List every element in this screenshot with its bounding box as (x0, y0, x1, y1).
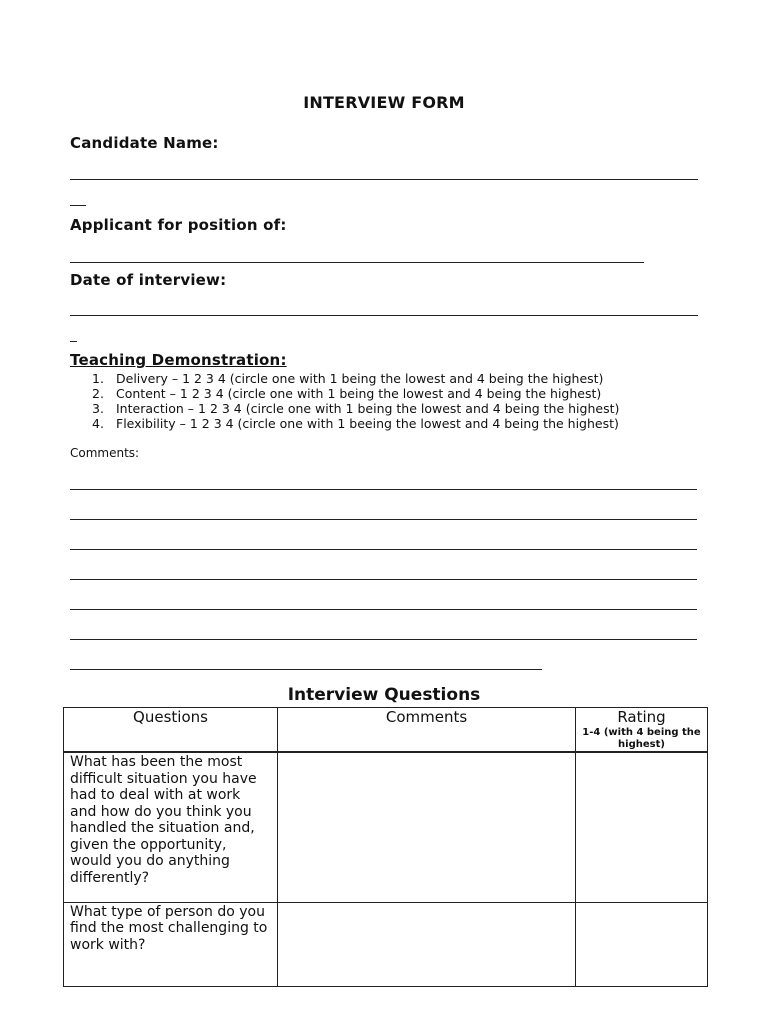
table-row (64, 752, 708, 902)
interview-date-line-overflow (70, 341, 77, 342)
rating-cell[interactable] (576, 902, 708, 986)
interview-date-label: Date of interview: (70, 271, 227, 289)
list-item-text: Interaction – 1 2 3 4 (circle one with 1 being the lowest and 4 being the highest) (116, 401, 620, 416)
list-item (92, 401, 619, 416)
interview-date-line (70, 315, 698, 316)
candidate-name-line-overflow (70, 205, 86, 206)
comments-line (70, 579, 697, 580)
question-text: What has been the most difficult situation you have had to deal with at work and how do you think you handled the situation and, given the opportunity, would you do anything differently? (70, 754, 257, 886)
rating-header-label: Rating (617, 708, 666, 726)
list-item-text: Delivery – 1 2 3 4 (circle one with 1 being the lowest and 4 being the highest) (116, 371, 604, 386)
comments-cell[interactable] (278, 752, 576, 902)
candidate-name-label: Candidate Name: (70, 134, 219, 152)
candidate-name-line (70, 179, 698, 180)
rating-scale-note: 1-4 (with 4 being the highest) (582, 727, 701, 750)
rating-cell[interactable] (576, 752, 708, 902)
list-item-text: Content – 1 2 3 4 (circle one with 1 being the lowest and 4 being the highest) (116, 386, 602, 401)
comments-column-header: Comments (278, 708, 576, 753)
list-item (92, 416, 619, 431)
question-cell (64, 902, 278, 986)
comments-line (70, 669, 542, 670)
comments-line (70, 609, 697, 610)
teaching-demonstration-heading: Teaching Demonstration: (70, 351, 287, 369)
position-line (70, 262, 644, 263)
interview-questions-title: Interview Questions (287, 685, 481, 705)
interview-questions-table (63, 707, 708, 987)
table-row (64, 902, 708, 986)
list-item-number: 2. (92, 386, 104, 401)
comments-line (70, 549, 697, 550)
table-header-row (64, 708, 708, 753)
list-item-number: 1. (92, 371, 104, 386)
position-label: Applicant for position of: (70, 216, 287, 234)
list-item-number: 4. (92, 416, 104, 431)
page-title: INTERVIEW FORM (303, 93, 465, 112)
question-text: What type of person do you find the most challenging to work with? (70, 903, 268, 953)
comments-label: Comments: (70, 446, 140, 460)
comments-line (70, 639, 697, 640)
list-item (92, 386, 619, 401)
list-item-number: 3. (92, 401, 104, 416)
rating-column-header (576, 708, 708, 753)
teaching-rating-list (92, 371, 619, 431)
list-item-text: Flexibility – 1 2 3 4 (circle one with 1 beeing the lowest and 4 being the highest) (116, 416, 619, 431)
questions-column-header: Questions (64, 708, 278, 753)
comments-cell[interactable] (278, 902, 576, 986)
list-item (92, 371, 619, 386)
comments-line (70, 489, 697, 490)
question-cell (64, 752, 278, 902)
comments-line (70, 519, 697, 520)
